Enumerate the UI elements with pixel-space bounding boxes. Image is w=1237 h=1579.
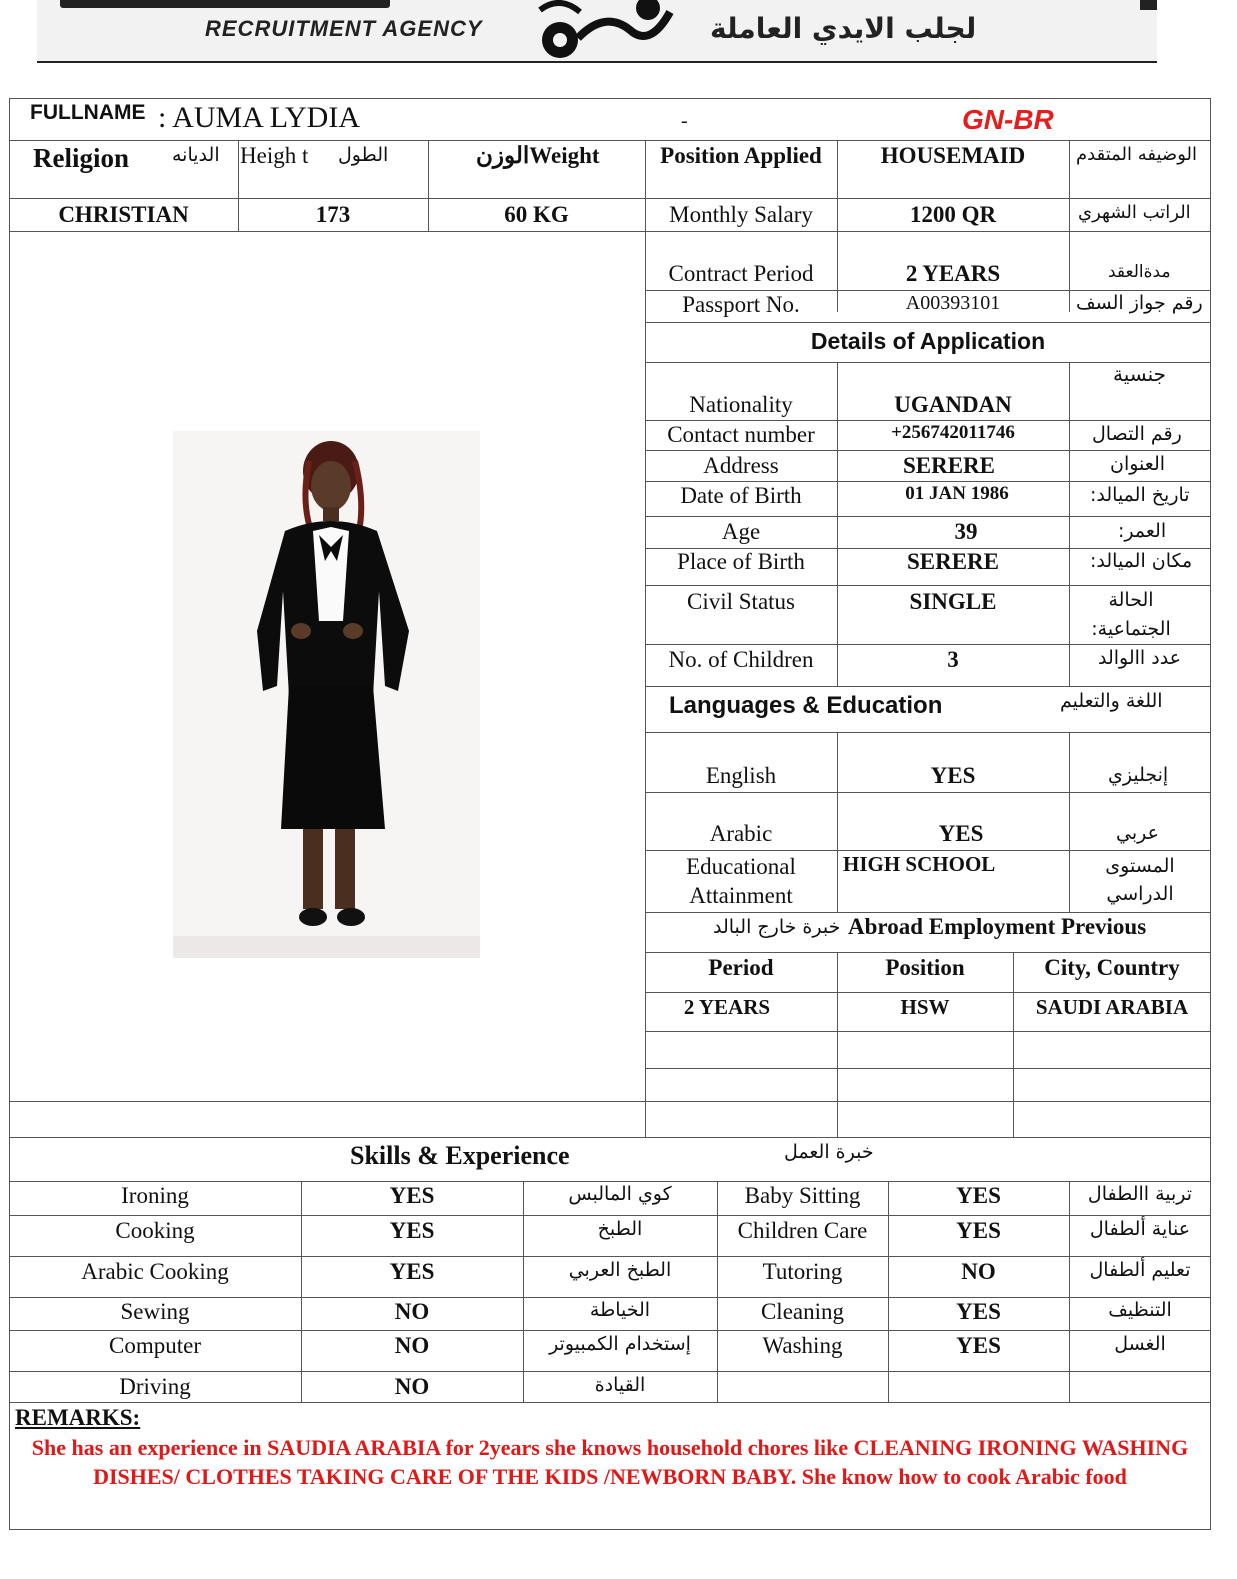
dob-label: Date of Birth (680, 483, 802, 508)
height-value: 173 (315, 202, 351, 227)
children-value: 3 (947, 647, 959, 672)
languages-title: Languages & Education (669, 692, 943, 719)
passport-label: Passport No. (682, 292, 800, 317)
skill-name: Cooking (115, 1218, 195, 1243)
address-ar: العنوان (1110, 453, 1166, 475)
passport-ar: رقم جواز السف (1076, 292, 1203, 314)
civil-status-label: Civil Status (687, 589, 795, 614)
details-title: Details of Application (810, 328, 1046, 354)
fullname-label: FULLNAME (30, 101, 146, 124)
children-ar: عدد االوالد (1098, 647, 1182, 669)
top-rule (37, 61, 1157, 63)
position-label: Position Applied (660, 143, 822, 168)
skill-ar: إستخدام الكمبيوتر (549, 1333, 691, 1355)
skill-ar: الطبخ (597, 1218, 643, 1240)
pob-label: Place of Birth (677, 549, 805, 574)
nationality-value: UGANDAN (894, 392, 1012, 417)
skill-ar: الخياطة (589, 1299, 651, 1321)
dob-ar: تاريخ الميالد: (1090, 484, 1190, 506)
civil-status-ar: الحالة الجتماعية: (1091, 589, 1171, 640)
education-label: Educational Attainment (686, 854, 796, 908)
religion-label: Religion (33, 143, 130, 173)
english-ar: إنجليزي (1108, 764, 1169, 786)
skill-name: Children Care (737, 1218, 868, 1243)
skill-value: YES (389, 1259, 435, 1284)
abroad-title-ar: خبرة خارج البالد (713, 916, 841, 938)
passport-value: A00393101 (905, 292, 1001, 314)
languages-ar: اللغة والتعليم (1060, 690, 1163, 712)
agency-logo (520, 0, 690, 62)
religion-value: CHRISTIAN (58, 202, 189, 227)
skill-name: Washing (762, 1333, 843, 1358)
skill-value: YES (389, 1183, 435, 1208)
skill-value: YES (389, 1218, 435, 1243)
skill-name: Sewing (120, 1299, 190, 1324)
skill-value: YES (956, 1299, 1001, 1324)
english-label: English (705, 763, 777, 788)
nationality-ar: جنسية (1113, 362, 1166, 386)
skill-ar: القيادة (594, 1374, 646, 1396)
fullname-value: : AUMA LYDIA (158, 101, 361, 134)
arabic-value: YES (938, 821, 984, 846)
salary-value: 1200 QR (909, 202, 997, 227)
reference-code: GN-BR (962, 104, 1054, 135)
abroad-position: HSW (900, 995, 950, 1019)
skill-name: Ironing (121, 1183, 189, 1208)
skill-value: NO (394, 1333, 430, 1358)
age-value: 39 (954, 519, 978, 544)
arabic-slogan: لجلب الايدي العاملة (710, 12, 977, 45)
skill-ar: عناية ألطفال (1089, 1218, 1191, 1240)
english-value: YES (930, 763, 976, 788)
civil-status-value: SINGLE (909, 589, 997, 614)
agency-label: RECRUITMENT AGENCY (205, 16, 483, 41)
skill-value: NO (961, 1259, 996, 1284)
skill-ar: الطبخ العربي (568, 1259, 672, 1281)
remarks-text: She has an experience in SAUDIA ARABIA for 2years she knows household chores like CLEANING IRONING WASHING DISHES/ CLOTHES TAKING CARE OF THE KIDS /NEWBORN BABY. She know how to cook Arabic food (31, 1435, 1189, 1489)
remarks-label: REMARKS: (15, 1405, 141, 1430)
abroad-period: 2 YEARS (683, 995, 771, 1019)
fullname-dash: - (681, 110, 688, 132)
position-value: HOUSEMAID (880, 143, 1026, 168)
address-value: SERERE (902, 453, 996, 478)
address-label: Address (703, 453, 779, 478)
abroad-city: SAUDI ARABIA (1035, 995, 1189, 1019)
skill-name: Baby Sitting (744, 1183, 861, 1208)
abroad-title-en: Abroad Employment Previous (848, 914, 1147, 939)
height-ar: الطول (338, 144, 389, 166)
abroad-header-position: Position (885, 955, 965, 980)
arabic-ar: عربي (1116, 822, 1159, 844)
skills-title: Skills & Experience (350, 1141, 570, 1170)
skill-value: NO (394, 1374, 430, 1399)
contract-ar: مدةالعقد (1108, 262, 1171, 282)
pob-value: SERERE (906, 549, 1000, 574)
skill-value: NO (394, 1299, 430, 1324)
contact-label: Contact number (667, 422, 815, 447)
skill-ar: التنظيف (1108, 1299, 1172, 1321)
abroad-header-city: City, Country (1044, 955, 1180, 980)
education-ar: المستوى الدراسي (1105, 855, 1175, 905)
skill-ar: تعليم ألطفال (1089, 1259, 1191, 1281)
abroad-header-period: Period (708, 955, 774, 980)
contract-label: Contract Period (668, 261, 814, 286)
age-label: Age (721, 519, 761, 544)
skill-ar: تربية االطفال (1087, 1183, 1193, 1205)
arabic-label: Arabic (709, 821, 773, 846)
letterhead-title-fragment (60, 0, 390, 8)
contract-value: 2 YEARS (905, 261, 1001, 286)
skill-value: YES (956, 1183, 1001, 1208)
skill-name: Arabic Cooking (81, 1259, 229, 1284)
education-value: HIGH SCHOOL (843, 852, 996, 876)
skill-value: YES (956, 1218, 1001, 1243)
contact-ar: رقم التصال (1092, 423, 1182, 445)
skill-name: Cleaning (760, 1299, 845, 1324)
skills-title-ar: خبرة العمل (784, 1141, 874, 1163)
salary-label: Monthly Salary (669, 202, 813, 227)
age-ar: العمر: (1118, 520, 1167, 542)
position-ar: الوضيفه المتقدم (1076, 144, 1197, 165)
skill-ar: الغسل (1114, 1333, 1166, 1355)
contact-value: +256742011746 (891, 422, 1015, 443)
salary-ar: الراتب الشهري (1078, 202, 1191, 223)
nationality-label: Nationality (689, 392, 793, 417)
top-rule-right (1140, 0, 1157, 10)
skill-ar: كوي المالبس (568, 1183, 672, 1205)
religion-ar: الديانه (172, 144, 220, 166)
dob-value: 01 JAN 1986 (905, 483, 1009, 504)
skill-value: YES (956, 1333, 1001, 1358)
skill-name: Computer (109, 1333, 201, 1358)
applicant-photo (173, 431, 480, 958)
skill-name: Driving (119, 1374, 191, 1399)
height-label: Heigh t (240, 143, 309, 168)
weight-label: الوزنWeight (476, 143, 600, 168)
pob-ar: مكان الميالد: (1090, 550, 1193, 572)
children-label: No. of Children (668, 647, 814, 672)
weight-value: 60 KG (504, 202, 569, 227)
skill-name: Tutoring (762, 1259, 843, 1284)
